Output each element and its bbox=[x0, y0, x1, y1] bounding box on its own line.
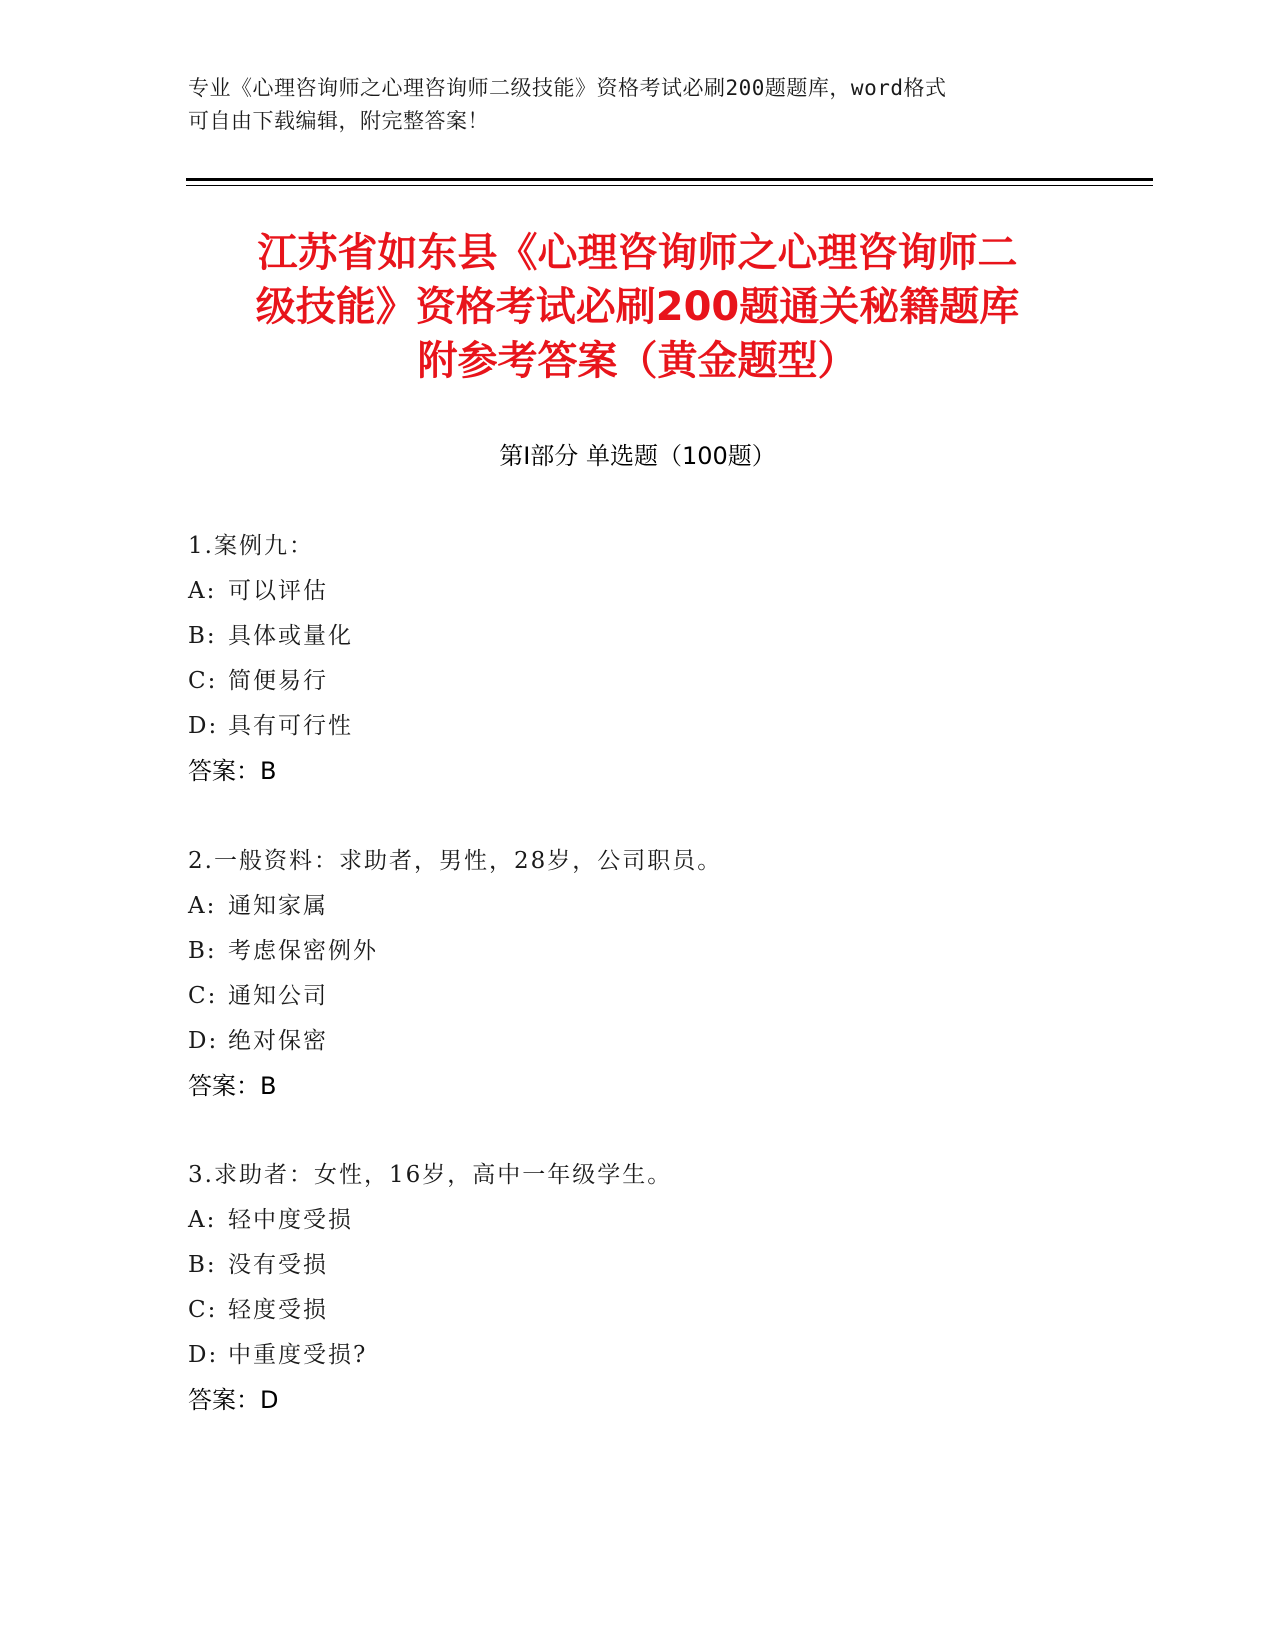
question-stem: 1.案例九： bbox=[188, 533, 314, 559]
option-letter: A: bbox=[188, 1207, 217, 1233]
option-letter: D: bbox=[188, 1342, 219, 1368]
answer-line: 答案：D bbox=[188, 1386, 279, 1414]
option-text: 考虑保密例外 bbox=[228, 938, 378, 964]
option-d bbox=[188, 1019, 1088, 1064]
option-text: 通知公司 bbox=[228, 983, 328, 1009]
option-text: 没有受损 bbox=[228, 1252, 328, 1278]
header-note-line-1: 专业《心理咨询师之心理咨询师二级技能》资格考试必刷200题题库，word格式 bbox=[188, 76, 947, 100]
header-divider-thin bbox=[186, 185, 1153, 186]
option-text: 绝对保密 bbox=[228, 1028, 328, 1054]
option-letter: C: bbox=[188, 1297, 218, 1323]
option-text: 可以评估 bbox=[228, 578, 328, 604]
question-item bbox=[188, 1153, 1088, 1423]
option-letter: B: bbox=[188, 1252, 217, 1278]
option-a bbox=[188, 1198, 1088, 1243]
option-letter: C: bbox=[188, 983, 218, 1009]
option-letter: B: bbox=[188, 623, 217, 649]
option-text: 轻度受损 bbox=[228, 1297, 328, 1323]
answer-line: 答案：B bbox=[188, 757, 277, 785]
option-text: 简便易行 bbox=[228, 668, 328, 694]
document-title-line-2: 级技能》资格考试必刷200题通关秘籍题库 bbox=[255, 284, 1020, 330]
section-title: 第Ⅰ部分 单选题（100题） bbox=[499, 442, 776, 470]
option-c bbox=[188, 974, 1088, 1019]
question-list bbox=[188, 524, 1088, 1423]
option-d bbox=[188, 704, 1088, 749]
option-letter: A: bbox=[188, 893, 217, 919]
option-letter: C: bbox=[188, 668, 218, 694]
document-title-line-1: 江苏省如东县《心理咨询师之心理咨询师二 bbox=[257, 230, 1018, 276]
answer-line: 答案：B bbox=[188, 1072, 277, 1100]
option-a bbox=[188, 884, 1088, 929]
question-stem: 3.求助者：女性，16岁，高中一年级学生。 bbox=[188, 1162, 673, 1188]
option-text: 通知家属 bbox=[228, 893, 328, 919]
option-a bbox=[188, 569, 1088, 614]
question-item bbox=[188, 839, 1088, 1109]
question-spacer bbox=[188, 1109, 1088, 1153]
option-letter: D: bbox=[188, 713, 219, 739]
option-text: 具有可行性 bbox=[228, 713, 353, 739]
option-letter: D: bbox=[188, 1028, 219, 1054]
option-c bbox=[188, 1288, 1088, 1333]
option-d bbox=[188, 1333, 1088, 1378]
option-b bbox=[188, 1243, 1088, 1288]
document-title bbox=[150, 226, 1125, 388]
header-note bbox=[188, 72, 1068, 138]
document-title-line-3: 附参考答案（黄金题型） bbox=[417, 338, 858, 384]
option-c bbox=[188, 659, 1088, 704]
question-item bbox=[188, 524, 1088, 794]
option-b bbox=[188, 614, 1088, 659]
option-b bbox=[188, 929, 1088, 974]
option-letter: B: bbox=[188, 938, 217, 964]
option-text: 轻中度受损 bbox=[228, 1207, 353, 1233]
option-letter: A: bbox=[188, 578, 217, 604]
option-text: 中重度受损? bbox=[228, 1342, 368, 1368]
header-divider-thick bbox=[186, 178, 1153, 181]
header-note-line-2: 可自由下载编辑，附完整答案！ bbox=[188, 109, 489, 133]
option-text: 具体或量化 bbox=[228, 623, 353, 649]
question-stem: 2.一般资料：求助者，男性，28岁，公司职员。 bbox=[188, 848, 723, 874]
question-spacer bbox=[188, 794, 1088, 839]
